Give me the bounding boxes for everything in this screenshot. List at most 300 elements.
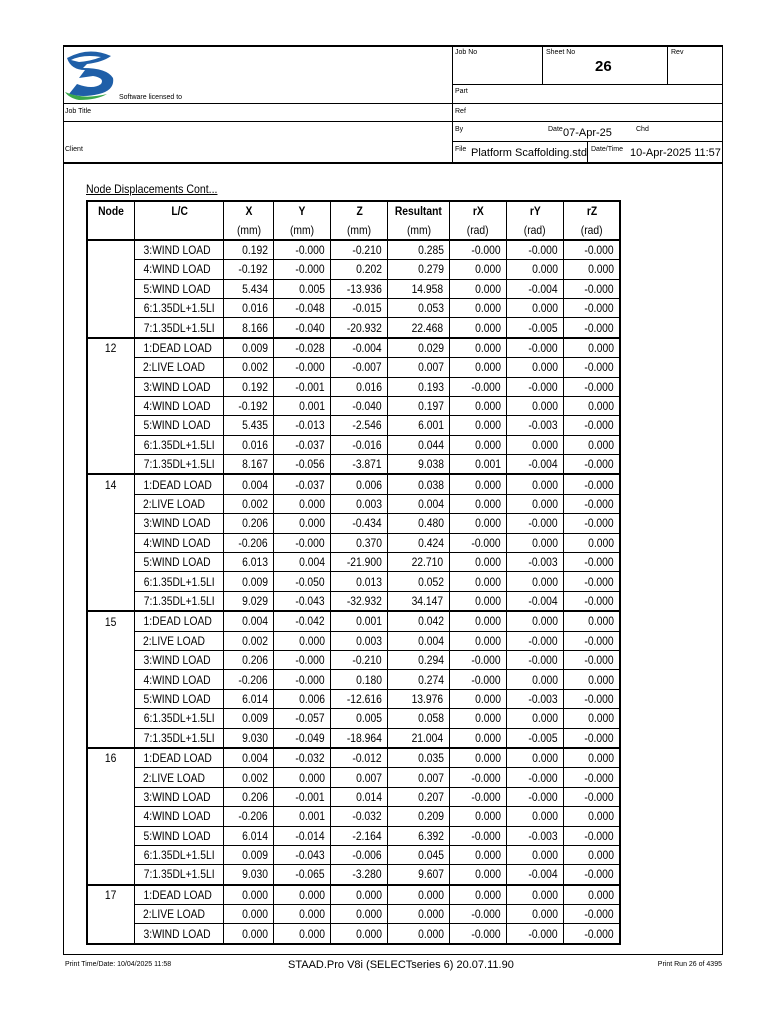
value-cell: -0.057 — [274, 709, 331, 728]
node-cell — [87, 358, 135, 377]
value-cell: -0.000 — [274, 358, 331, 377]
value-cell: 0.197 — [388, 396, 450, 415]
value-cell: -0.000 — [564, 494, 621, 513]
node-cell — [87, 240, 135, 260]
value-cell: 0.206 — [224, 514, 274, 533]
load-case-cell: 1:DEAD LOAD — [135, 474, 224, 494]
value-cell: 0.042 — [388, 611, 450, 631]
value-cell: 0.004 — [224, 474, 274, 494]
node-cell — [87, 650, 135, 669]
value-cell: -2.164 — [331, 826, 388, 845]
value-cell: 0.003 — [331, 494, 388, 513]
job-title-label: Job Title — [65, 108, 92, 115]
value-cell: 0.000 — [388, 905, 450, 924]
value-cell: 0.000 — [274, 885, 331, 905]
value-cell: -0.000 — [564, 416, 621, 435]
value-cell: -0.015 — [331, 298, 388, 317]
load-case-cell: 4:WIND LOAD — [135, 670, 224, 689]
value-cell: -0.000 — [564, 474, 621, 494]
value-cell: -0.012 — [331, 748, 388, 768]
value-cell: 0.007 — [388, 768, 450, 787]
value-cell: 0.009 — [224, 338, 274, 358]
table-units-row — [87, 220, 620, 239]
value-cell: 0.014 — [331, 787, 388, 806]
node-cell: 16 — [87, 748, 135, 768]
value-cell: 0.000 — [388, 885, 450, 905]
column-header: Resultant — [388, 201, 450, 220]
value-cell: -0.007 — [331, 358, 388, 377]
value-cell: -0.006 — [331, 845, 388, 864]
value-cell: -20.932 — [331, 318, 388, 338]
node-cell — [87, 709, 135, 728]
value-cell: -0.000 — [564, 240, 621, 260]
node-cell — [87, 318, 135, 338]
value-cell: -0.000 — [564, 826, 621, 845]
value-cell: -0.000 — [564, 279, 621, 298]
value-cell: -0.000 — [450, 670, 507, 689]
column-header: rY — [507, 201, 564, 220]
value-cell: -32.932 — [331, 591, 388, 611]
table-row — [87, 514, 620, 533]
column-header: L/C — [135, 201, 224, 220]
load-case-cell: 7:1.35DL+1.5LI — [135, 455, 224, 475]
value-cell: -0.000 — [450, 240, 507, 260]
value-cell: 0.035 — [388, 748, 450, 768]
value-cell: 0.007 — [331, 768, 388, 787]
value-cell: 0.000 — [564, 807, 621, 826]
value-cell: 0.000 — [450, 338, 507, 358]
value-cell: -0.048 — [274, 298, 331, 317]
table-row — [87, 435, 620, 454]
value-cell: -0.004 — [507, 279, 564, 298]
load-case-cell: 2:LIVE LOAD — [135, 358, 224, 377]
load-case-cell: 6:1.35DL+1.5LI — [135, 845, 224, 864]
value-cell: 0.000 — [224, 905, 274, 924]
value-cell: -0.206 — [224, 670, 274, 689]
node-cell — [87, 514, 135, 533]
table-row — [87, 338, 620, 358]
value-cell: 14.958 — [388, 279, 450, 298]
value-cell: 0.053 — [388, 298, 450, 317]
ref-label: Ref — [455, 108, 466, 115]
node-cell — [87, 807, 135, 826]
table-row — [87, 709, 620, 728]
by-label: By — [455, 126, 464, 133]
value-cell: -0.210 — [331, 650, 388, 669]
load-case-cell: 1:DEAD LOAD — [135, 748, 224, 768]
value-cell: 0.000 — [564, 338, 621, 358]
value-cell: -12.616 — [331, 689, 388, 708]
value-cell: 0.000 — [507, 260, 564, 279]
unit-cell: (rad) — [507, 220, 564, 239]
value-cell: 0.000 — [507, 494, 564, 513]
node-cell — [87, 865, 135, 885]
table-row — [87, 905, 620, 924]
value-cell: 0.000 — [450, 572, 507, 591]
load-case-cell: 6:1.35DL+1.5LI — [135, 435, 224, 454]
node-displacements-table — [86, 200, 621, 945]
value-cell: 9.029 — [224, 591, 274, 611]
value-cell: -0.043 — [274, 591, 331, 611]
node-cell — [87, 494, 135, 513]
value-cell: -0.028 — [274, 338, 331, 358]
value-cell: 0.000 — [224, 885, 274, 905]
value-cell: 0.000 — [450, 845, 507, 864]
load-case-cell: 5:WIND LOAD — [135, 416, 224, 435]
value-cell: 6.014 — [224, 826, 274, 845]
software-version: STAAD.Pro V8i (SELECTseries 6) 20.07.11.90 — [288, 959, 514, 971]
value-cell: 0.000 — [331, 924, 388, 944]
value-cell: 0.000 — [450, 435, 507, 454]
value-cell: -0.013 — [274, 416, 331, 435]
value-cell: 0.000 — [564, 709, 621, 728]
value-cell: 0.000 — [450, 553, 507, 572]
value-cell: 0.004 — [224, 611, 274, 631]
value-cell: -0.004 — [507, 591, 564, 611]
table-row — [87, 631, 620, 650]
table-row — [87, 845, 620, 864]
node-cell: 14 — [87, 474, 135, 494]
value-cell: 0.000 — [450, 748, 507, 768]
value-cell: -0.014 — [274, 826, 331, 845]
load-case-cell: 4:WIND LOAD — [135, 533, 224, 552]
value-cell: 0.000 — [450, 318, 507, 338]
node-cell — [87, 768, 135, 787]
load-case-cell: 6:1.35DL+1.5LI — [135, 298, 224, 317]
value-cell: 0.000 — [507, 611, 564, 631]
value-cell: 0.000 — [507, 885, 564, 905]
value-cell: -0.032 — [274, 748, 331, 768]
node-cell: 17 — [87, 885, 135, 905]
column-header: Z — [331, 201, 388, 220]
part-label: Part — [455, 88, 468, 95]
value-cell: 0.001 — [274, 396, 331, 415]
value-cell: 0.029 — [388, 338, 450, 358]
value-cell: 0.004 — [388, 631, 450, 650]
value-cell: 0.045 — [388, 845, 450, 864]
node-cell — [87, 670, 135, 689]
value-cell: -0.434 — [331, 514, 388, 533]
load-case-cell: 4:WIND LOAD — [135, 396, 224, 415]
load-case-cell: 2:LIVE LOAD — [135, 631, 224, 650]
value-cell: -0.000 — [564, 377, 621, 396]
value-cell: 0.000 — [450, 865, 507, 885]
value-cell: 0.000 — [507, 905, 564, 924]
value-cell: -0.000 — [564, 358, 621, 377]
unit-cell: (mm) — [274, 220, 331, 239]
value-cell: 0.006 — [274, 689, 331, 708]
value-cell: 0.002 — [224, 358, 274, 377]
value-cell: 0.000 — [507, 435, 564, 454]
value-cell: -0.000 — [564, 455, 621, 475]
file-label: File — [455, 146, 467, 153]
table-row — [87, 474, 620, 494]
datetime-label: Date/Time — [591, 146, 624, 153]
table-row — [87, 298, 620, 317]
value-cell: -0.000 — [564, 591, 621, 611]
load-case-cell: 7:1.35DL+1.5LI — [135, 591, 224, 611]
value-cell: -0.003 — [507, 826, 564, 845]
value-cell: -0.206 — [224, 807, 274, 826]
table-row — [87, 611, 620, 631]
unit-cell: (mm) — [224, 220, 274, 239]
job-no-label: Job No — [455, 49, 478, 56]
value-cell: 0.279 — [388, 260, 450, 279]
value-cell: -0.000 — [507, 650, 564, 669]
table-row — [87, 826, 620, 845]
value-cell: 0.192 — [224, 377, 274, 396]
value-cell: 0.000 — [274, 514, 331, 533]
table-row — [87, 768, 620, 787]
value-cell: 0.000 — [507, 474, 564, 494]
value-cell: -0.000 — [564, 924, 621, 944]
date-value: 07-Apr-25 — [563, 127, 612, 139]
value-cell: -0.040 — [274, 318, 331, 338]
value-cell: -0.000 — [564, 905, 621, 924]
value-cell: 0.002 — [224, 494, 274, 513]
value-cell: 0.004 — [224, 748, 274, 768]
value-cell: -0.037 — [274, 474, 331, 494]
value-cell: 0.016 — [224, 298, 274, 317]
value-cell: 0.209 — [388, 807, 450, 826]
value-cell: 0.000 — [450, 709, 507, 728]
value-cell: 0.000 — [450, 885, 507, 905]
table-row — [87, 787, 620, 806]
unit-cell: (rad) — [450, 220, 507, 239]
value-cell: -0.000 — [450, 924, 507, 944]
value-cell: 22.468 — [388, 318, 450, 338]
value-cell: -3.871 — [331, 455, 388, 475]
value-cell: 6.013 — [224, 553, 274, 572]
table-row — [87, 924, 620, 944]
value-cell: 0.000 — [507, 572, 564, 591]
value-cell: -0.000 — [274, 533, 331, 552]
value-cell: 0.000 — [564, 748, 621, 768]
load-case-cell: 2:LIVE LOAD — [135, 494, 224, 513]
value-cell: 0.000 — [450, 689, 507, 708]
value-cell: -0.000 — [564, 787, 621, 806]
value-cell: -0.001 — [274, 377, 331, 396]
date-label: Date — [548, 126, 563, 133]
value-cell: 0.193 — [388, 377, 450, 396]
node-cell — [87, 416, 135, 435]
value-cell: -0.000 — [274, 260, 331, 279]
value-cell: -18.964 — [331, 728, 388, 748]
load-case-cell: 3:WIND LOAD — [135, 787, 224, 806]
value-cell: 0.206 — [224, 787, 274, 806]
value-cell: -0.003 — [507, 553, 564, 572]
value-cell: -2.546 — [331, 416, 388, 435]
value-cell: 5.435 — [224, 416, 274, 435]
value-cell: -0.005 — [507, 318, 564, 338]
value-cell: 0.000 — [274, 905, 331, 924]
table-row — [87, 396, 620, 415]
value-cell: -3.280 — [331, 865, 388, 885]
node-cell — [87, 826, 135, 845]
value-cell: -0.043 — [274, 845, 331, 864]
value-cell: 0.009 — [224, 845, 274, 864]
node-cell — [87, 845, 135, 864]
value-cell: -0.004 — [507, 455, 564, 475]
value-cell: 0.000 — [388, 924, 450, 944]
table-row — [87, 240, 620, 260]
table-row — [87, 748, 620, 768]
value-cell: -0.042 — [274, 611, 331, 631]
value-cell: -0.000 — [450, 768, 507, 787]
value-cell: 0.013 — [331, 572, 388, 591]
value-cell: -0.000 — [274, 650, 331, 669]
value-cell: -0.000 — [450, 905, 507, 924]
value-cell: 0.001 — [450, 455, 507, 475]
table-header-row — [87, 201, 620, 220]
value-cell: 0.052 — [388, 572, 450, 591]
table-row — [87, 318, 620, 338]
value-cell: 0.000 — [450, 728, 507, 748]
value-cell: 0.180 — [331, 670, 388, 689]
value-cell: 0.004 — [274, 553, 331, 572]
value-cell: 0.202 — [331, 260, 388, 279]
value-cell: 0.000 — [564, 611, 621, 631]
table-row — [87, 533, 620, 552]
value-cell: -0.000 — [507, 631, 564, 650]
column-header: rZ — [564, 201, 621, 220]
value-cell: 0.000 — [564, 396, 621, 415]
value-cell: 0.000 — [450, 298, 507, 317]
value-cell: -0.000 — [507, 768, 564, 787]
value-cell: 0.207 — [388, 787, 450, 806]
load-case-cell: 3:WIND LOAD — [135, 650, 224, 669]
value-cell: -0.000 — [274, 240, 331, 260]
value-cell: 0.009 — [224, 709, 274, 728]
load-case-cell: 5:WIND LOAD — [135, 826, 224, 845]
value-cell: 0.000 — [450, 474, 507, 494]
load-case-cell: 6:1.35DL+1.5LI — [135, 709, 224, 728]
load-case-cell: 5:WIND LOAD — [135, 279, 224, 298]
value-cell: -0.206 — [224, 533, 274, 552]
file-value: Platform Scaffolding.std — [471, 147, 587, 159]
value-cell: -0.000 — [564, 689, 621, 708]
load-case-cell: 3:WIND LOAD — [135, 377, 224, 396]
value-cell: 0.000 — [507, 670, 564, 689]
table-row — [87, 358, 620, 377]
value-cell: -0.000 — [450, 650, 507, 669]
unit-cell: (mm) — [331, 220, 388, 239]
node-cell — [87, 279, 135, 298]
value-cell: 6.014 — [224, 689, 274, 708]
value-cell: 0.000 — [564, 260, 621, 279]
value-cell: 0.000 — [331, 885, 388, 905]
value-cell: 0.294 — [388, 650, 450, 669]
value-cell: 0.000 — [564, 845, 621, 864]
sheet-number: 26 — [595, 58, 612, 75]
page-right-border — [722, 45, 723, 955]
value-cell: -0.003 — [507, 689, 564, 708]
unit-cell: (rad) — [564, 220, 621, 239]
table-row — [87, 377, 620, 396]
value-cell: 0.058 — [388, 709, 450, 728]
value-cell: -0.000 — [450, 826, 507, 845]
load-case-cell: 1:DEAD LOAD — [135, 611, 224, 631]
table-row — [87, 670, 620, 689]
value-cell: -0.050 — [274, 572, 331, 591]
value-cell: -0.001 — [274, 787, 331, 806]
node-cell — [87, 377, 135, 396]
node-cell — [87, 396, 135, 415]
value-cell: -0.004 — [507, 865, 564, 885]
node-cell — [87, 924, 135, 944]
rev-label: Rev — [671, 49, 684, 56]
value-cell: -0.000 — [507, 377, 564, 396]
value-cell: -0.000 — [507, 240, 564, 260]
value-cell: -0.000 — [274, 670, 331, 689]
node-cell — [87, 591, 135, 611]
value-cell: -0.000 — [564, 553, 621, 572]
value-cell: 0.005 — [331, 709, 388, 728]
value-cell: 0.000 — [450, 631, 507, 650]
value-cell: -0.000 — [450, 533, 507, 552]
value-cell: 0.007 — [388, 358, 450, 377]
value-cell: 0.000 — [274, 494, 331, 513]
table-row — [87, 260, 620, 279]
table-row — [87, 865, 620, 885]
value-cell: 0.003 — [331, 631, 388, 650]
node-cell — [87, 533, 135, 552]
value-cell: -0.000 — [564, 768, 621, 787]
value-cell: -0.016 — [331, 435, 388, 454]
value-cell: 9.607 — [388, 865, 450, 885]
value-cell: 0.000 — [507, 748, 564, 768]
column-header: rX — [450, 201, 507, 220]
value-cell: 0.206 — [224, 650, 274, 669]
value-cell: -0.192 — [224, 260, 274, 279]
table-row — [87, 650, 620, 669]
value-cell: -0.000 — [564, 631, 621, 650]
value-cell: 0.000 — [331, 905, 388, 924]
value-cell: 0.009 — [224, 572, 274, 591]
value-cell: 0.000 — [274, 631, 331, 650]
value-cell: 13.976 — [388, 689, 450, 708]
value-cell: 5.434 — [224, 279, 274, 298]
table-row — [87, 416, 620, 435]
chd-label: Chd — [636, 126, 649, 133]
value-cell: 0.001 — [274, 807, 331, 826]
value-cell: -0.000 — [507, 338, 564, 358]
value-cell: 0.000 — [507, 396, 564, 415]
value-cell: 8.166 — [224, 318, 274, 338]
value-cell: 0.000 — [507, 709, 564, 728]
node-cell — [87, 787, 135, 806]
value-cell: 0.274 — [388, 670, 450, 689]
value-cell: -0.192 — [224, 396, 274, 415]
node-cell — [87, 553, 135, 572]
company-logo — [63, 48, 117, 100]
table-row — [87, 728, 620, 748]
node-cell — [87, 631, 135, 650]
license-text: Software licensed to — [119, 94, 183, 101]
value-cell: -0.000 — [507, 924, 564, 944]
table-row — [87, 494, 620, 513]
value-cell: 0.000 — [564, 885, 621, 905]
value-cell: 9.030 — [224, 865, 274, 885]
load-case-cell: 1:DEAD LOAD — [135, 885, 224, 905]
value-cell: 0.000 — [224, 924, 274, 944]
load-case-cell: 6:1.35DL+1.5LI — [135, 572, 224, 591]
load-case-cell: 3:WIND LOAD — [135, 924, 224, 944]
value-cell: -0.004 — [331, 338, 388, 358]
value-cell: 0.016 — [331, 377, 388, 396]
value-cell: 0.424 — [388, 533, 450, 552]
table-row — [87, 279, 620, 298]
